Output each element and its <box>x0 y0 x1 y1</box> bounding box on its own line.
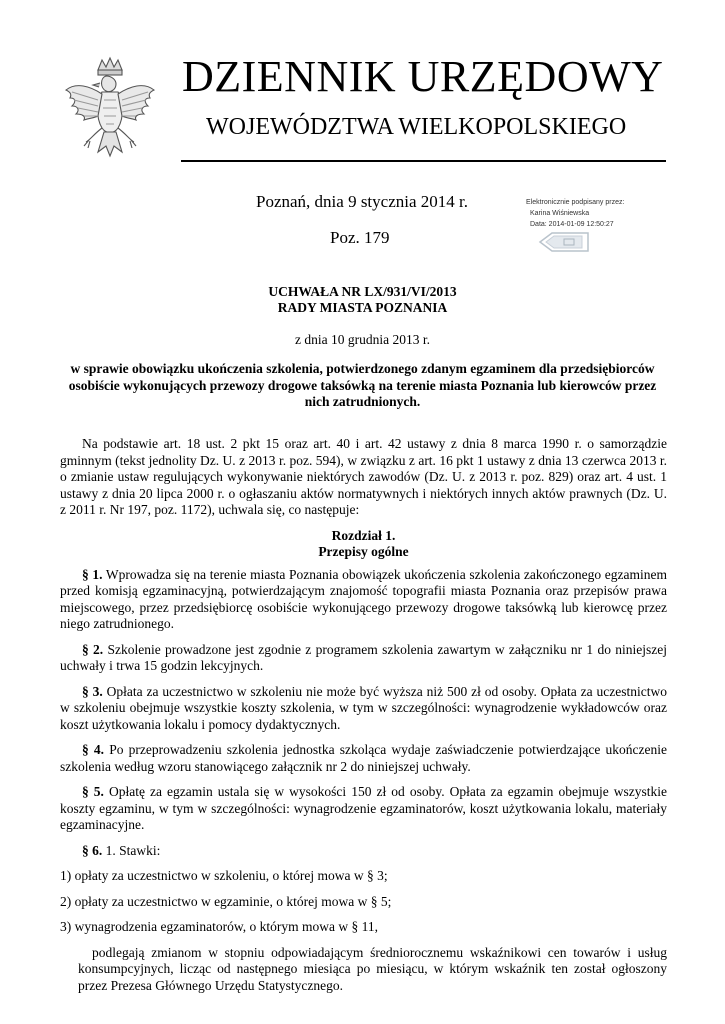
section-3 <box>60 684 667 734</box>
section-number: § 5. <box>82 784 104 799</box>
signature-name: Karina Wiśniewska <box>530 210 590 217</box>
section-text: Po przeprowadzeniu szkolenia jednostka szkoląca wydaje zaświadczenie potwierdzające ukończenie szkolenia według wzoru stanowiącego załącznik nr 2 do niniejszej uchwały. <box>60 742 667 774</box>
section-number: § 4. <box>82 742 105 757</box>
section-5 <box>60 784 667 834</box>
section-text: Opłata za uczestnictwo w szkoleniu nie może być wyższa niż 500 zł od osoby. Opłata za uczestnictwo w szkoleniu obejmuje wszystkie koszty szkolenia, w tym w szczególności: wynagrodzenie wykładowców oraz koszt użytkowania lokalu i pomocy dydaktycznych. <box>60 683 668 732</box>
list-item: 3) wynagrodzenia egzaminatorów, o którym mowa w § 11, <box>60 919 379 934</box>
section-2 <box>60 642 667 675</box>
resolution-heading <box>0 284 725 316</box>
signature-label: Elektronicznie podpisany przez: <box>526 199 625 206</box>
section-text: Opłatę za egzamin ustala się w wysokości 150 zł od osoby. Opłata za egzamin obejmuje wszystkie koszty egzaminu, w tym w szczególności: wynagrodzenie egzaminatorów, koszt użytkowania lokalu, materiały egzaminacyjne. <box>60 784 667 832</box>
section-number: § 3. <box>82 683 103 699</box>
chapter-title: Przepisy ogólne <box>318 544 409 559</box>
section-1 <box>60 567 667 633</box>
gazette-subtitle: WOJEWÓDZTWA WIELKOPOLSKIEGO <box>206 114 627 140</box>
resolution-date: z dnia 10 grudnia 2013 r. <box>295 332 430 347</box>
position-number: Poz. 179 <box>330 228 390 247</box>
header-divider <box>181 160 666 162</box>
resolution-subject: w sprawie obowiązku ukończenia szkolenia, potwierdzonego zdanym egzaminem dla przedsiębiorców osobiście wykonujących przewozy drogowe taksówką na terenie miasta Poznania lub kierowców przez nich zatrudnionych. <box>68 361 657 409</box>
section-text: Szkolenie prowadzone jest zgodnie z programem szkolenia zawartym w załączniku nr 1 do niniejszej uchwały i trwa 15 godzin lekcyjnych. <box>60 641 667 673</box>
signature-logo-icon <box>536 230 592 254</box>
section-number: § 2. <box>82 641 104 657</box>
resolution-authority: RADY MIASTA POZNANIA <box>277 300 448 315</box>
gazette-title: DZIENNIK URZĘDOWY <box>182 52 664 101</box>
section-6 <box>60 843 667 860</box>
document-body <box>60 436 667 1003</box>
eagle-emblem-icon <box>62 56 158 168</box>
section-6-closing: podlegają zmianom w stopniu odpowiadającym średniorocznemu wskaźnikowi cen towarów i usług konsumpcyjnych, licząc od następnego miesiąca po miesiącu, w którym wskaźnik ten został ogłoszony przez Prezesa Głównego Urzędu Statystycznego. <box>78 944 667 993</box>
electronic-signature <box>526 197 676 259</box>
preamble: Na podstawie art. 18 ust. 2 pkt 15 oraz art. 40 i art. 42 ustawy z dnia 8 marca 1990 r. o samorządzie gminnym (tekst jednolity Dz. U. z 2013 r. poz. 594), w związku z art. 16 pkt 1 ustawy z dnia 13 czerwca 2013 r. o zmianie ustaw regulujących wykonywanie niektórych zawodów (Dz. U. z 2013 r. poz. 829) oraz art. 4 ust. 1 ustawy z dnia 20 lipca 2000 r. o ogłaszaniu aktów normatywnych i niektórych innych aktów prawnych (Dz. U. z 2011 r. Nr 197, poz. 1172), uchwala się, co następuje: <box>60 436 667 517</box>
section-number: § 1. <box>82 566 103 582</box>
signature-date: Data: 2014-01-09 12:50:27 <box>530 221 614 228</box>
section-text: 1. Stawki: <box>102 842 161 858</box>
chapter-number: Rozdział 1. <box>331 527 396 543</box>
section-number: § 6. <box>82 842 103 858</box>
list-item: 1) opłaty za uczestnictwo w szkoleniu, o której mowa w § 3; <box>60 868 388 883</box>
resolution-number: UCHWAŁA NR LX/931/VI/2013 <box>268 284 457 299</box>
chapter-heading <box>60 528 667 561</box>
section-text: Wprowadza się na terenie miasta Poznania obowiązek ukończenia szkolenia zakończonego egzaminem przed komisją egzaminacyjną, potwierdzającym znajomość topografii miasta Poznania oraz przepisów prawa miejscowego, przez przedsiębiorcę osobiście wykonującego przewozy drogowe taksówką lub kierowcę przez niego zatrudnionego. <box>60 566 668 631</box>
list-item: 2) opłaty za uczestnictwo w egzaminie, o której mowa w § 5; <box>60 893 392 909</box>
section-4 <box>60 742 667 775</box>
publication-date: Poznań, dnia 9 stycznia 2014 r. <box>256 192 468 211</box>
